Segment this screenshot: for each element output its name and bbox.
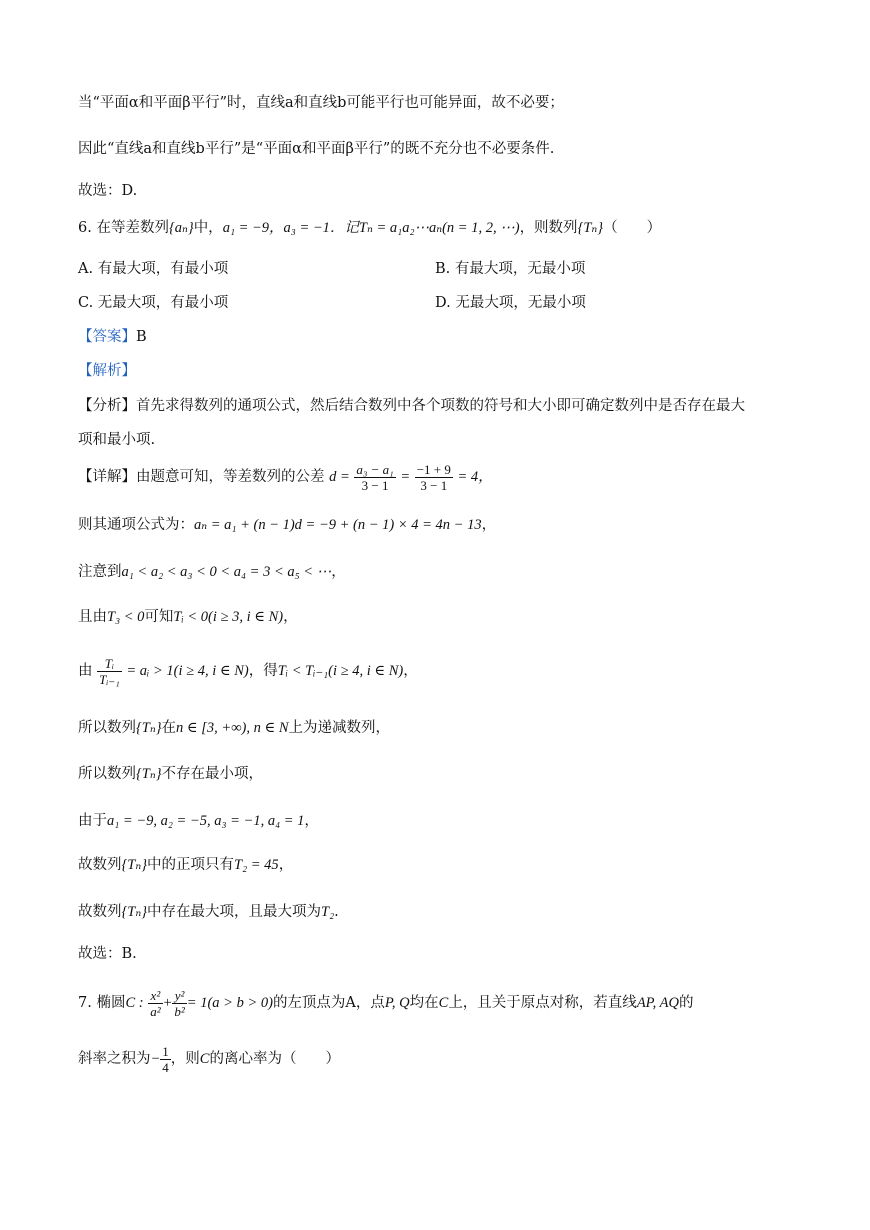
seq-t: {Tₙ}	[121, 857, 148, 873]
line-text: ，得	[248, 663, 278, 679]
q7-text: 7. 椭圆	[78, 995, 126, 1011]
fraction-numerator: x²	[148, 988, 162, 1004]
q6-text: 6. 在等差数列	[78, 220, 169, 236]
q7-math: = 1(a > b > 0)	[186, 995, 273, 1011]
line-math: n ∈ [3, +∞), n ∈ N	[176, 720, 289, 736]
text-line: 故选：D.	[78, 183, 138, 199]
q7-math: +	[162, 995, 173, 1011]
line-text: .	[334, 904, 339, 920]
q6-math: Tₙ = a₁a₂⋯aₙ(n = 1, 2, ⋯)	[358, 220, 520, 236]
q6-text: 中，	[193, 220, 223, 236]
fenxi-line	[78, 396, 745, 416]
fenxi-line-2: 项和最小项.	[78, 432, 156, 448]
line-text: 且由	[78, 609, 107, 625]
line-text: 上为递减数列，	[288, 720, 391, 736]
line-math: T₂ = 45	[234, 857, 279, 873]
line-text: 可知	[144, 609, 174, 625]
q6-text: ，则数列	[519, 220, 578, 236]
fraction-denominator: 3 − 1	[361, 477, 389, 493]
line-math: = aᵢ > 1(i ≥ 4, i ∈ N)	[126, 663, 249, 679]
text-line: 当“平面α和平面β平行”时，直线a和直线b可能平行也可能异面，故不必要；	[78, 95, 564, 111]
fraction	[354, 462, 395, 493]
line-math: Tᵢ < 0(i ≥ 3, i ∈ N)	[173, 609, 284, 625]
line-math: Tᵢ < Tᵢ₋₁(i ≥ 4, i ∈ N)	[277, 663, 404, 679]
fraction-numerator: Tᵢ	[97, 656, 122, 672]
formula-d: d =	[329, 469, 350, 485]
seq-t: {Tₙ}	[136, 766, 162, 782]
detail-line	[78, 459, 493, 495]
option-b: B. 有最大项，无最小项	[435, 261, 586, 277]
fraction-numerator: −1 + 9	[416, 461, 451, 477]
derivation-line	[78, 515, 496, 535]
fraction-denominator: 3 − 1	[420, 477, 448, 493]
line-text: 所以数列	[78, 766, 136, 782]
detail-tag: 【详解】	[78, 469, 136, 485]
q7-text: ，则	[170, 1051, 200, 1067]
detail-text: 由题意可知，等差数列的公差	[136, 469, 325, 485]
fenxi-tag: 【分析】	[78, 398, 136, 414]
derivation-line	[78, 764, 263, 784]
q7-math: C :	[125, 995, 144, 1011]
question-7-stem	[78, 984, 693, 1022]
derivation-line	[78, 811, 319, 831]
q7-text: 的离心率为（ ）	[209, 1051, 340, 1067]
derivation-line	[78, 652, 418, 690]
seq-t: {Tₙ}	[577, 220, 604, 236]
fenxi-text: 首先求得数列的通项公式，然后结合数列中各个项数的符号和大小即可确定数列中是否存在最大	[136, 398, 745, 414]
q6-text: （ ）	[603, 220, 662, 236]
q7-text: 的	[678, 995, 694, 1011]
fraction	[415, 462, 453, 493]
question-7-stem-2	[78, 1040, 340, 1078]
equals: =	[400, 469, 411, 485]
line-text: 在	[161, 720, 177, 736]
line-text: 注意到	[78, 564, 122, 580]
line-text: ，	[278, 857, 294, 873]
fraction	[172, 988, 186, 1019]
fraction-denominator: b²	[174, 1003, 185, 1019]
derivation-line	[78, 718, 390, 738]
line-text: 中存在最大项，且最大项为	[147, 904, 322, 920]
line-text: ，	[331, 564, 346, 580]
fraction-denominator: a²	[150, 1003, 161, 1019]
fraction-denominator: 4	[162, 1059, 169, 1075]
line-text: ，	[304, 813, 319, 829]
question-6-stem	[78, 218, 661, 238]
q7-text: 上，且关于原点对称，若直线	[448, 995, 637, 1011]
line-text: ，	[481, 517, 497, 533]
seq-t: {Tₙ}	[136, 720, 162, 736]
derivation-line	[78, 607, 298, 627]
answer-tag: 【答案】	[78, 329, 136, 345]
line-math: T₃ < 0	[107, 609, 145, 625]
line-text: 不存在最小项，	[161, 766, 264, 782]
analysis-tag-line	[78, 361, 136, 381]
q7-text: 斜率之积为	[78, 1051, 151, 1067]
fraction	[148, 988, 162, 1019]
derivation-line	[78, 902, 339, 922]
line-math: a₁ < a₂ < a₃ < 0 < a₄ = 3 < a₅ < ⋯	[121, 564, 332, 580]
fraction-denominator: Tᵢ₋₁	[99, 671, 120, 687]
result: = 4，	[457, 469, 493, 485]
fraction	[97, 656, 122, 687]
fraction-numerator: a₃ − a₁	[356, 461, 394, 477]
seq-a: {aₙ}	[168, 220, 194, 236]
option-a: A. 有最大项，有最小项	[78, 261, 229, 277]
fraction-numerator: y²	[172, 988, 186, 1004]
q7-text: 的左顶点为A，点	[272, 995, 385, 1011]
derivation-line: 故选：B.	[78, 946, 137, 962]
q7-math: C	[438, 995, 449, 1011]
q7-math: P, Q	[384, 995, 410, 1011]
derivation-line	[78, 855, 293, 875]
text-line: 因此“直线a和直线b平行”是“平面α和平面β平行”的既不充分也不必要条件.	[78, 141, 555, 157]
line-math: a₁ = −9, a₂ = −5, a₃ = −1, a₄ = 1	[107, 813, 305, 829]
line-text: 由	[78, 663, 93, 679]
line-math: aₙ = a₁ + (n − 1)d = −9 + (n − 1) × 4 = 4n − 13	[194, 517, 482, 533]
q7-math: C	[199, 1051, 210, 1067]
q6-math: a₁ = −9，a₃ = −1．记	[222, 220, 359, 236]
line-text: 中的正项只有	[147, 857, 235, 873]
fraction	[160, 1044, 171, 1075]
q7-math: −	[150, 1051, 161, 1067]
line-text: 则其通项公式为：	[78, 517, 194, 533]
line-text: ，	[283, 609, 298, 625]
fraction-numerator: 1	[162, 1043, 169, 1059]
derivation-line	[78, 562, 346, 582]
analysis-tag: 【解析】	[78, 363, 136, 379]
line-text: 故数列	[78, 857, 122, 873]
seq-t: {Tₙ}	[121, 904, 148, 920]
option-d: D. 无最大项，无最小项	[435, 295, 586, 311]
answer-value: B	[136, 329, 147, 345]
line-math: T₂	[321, 904, 335, 920]
q7-math: AP, AQ	[636, 995, 679, 1011]
option-c: C. 无最大项，有最小项	[78, 295, 229, 311]
line-text: ，	[403, 663, 418, 679]
line-text: 由于	[78, 813, 107, 829]
q7-text: 均在	[409, 995, 439, 1011]
line-text: 故数列	[78, 904, 122, 920]
line-text: 所以数列	[78, 720, 136, 736]
answer-line	[78, 327, 147, 347]
